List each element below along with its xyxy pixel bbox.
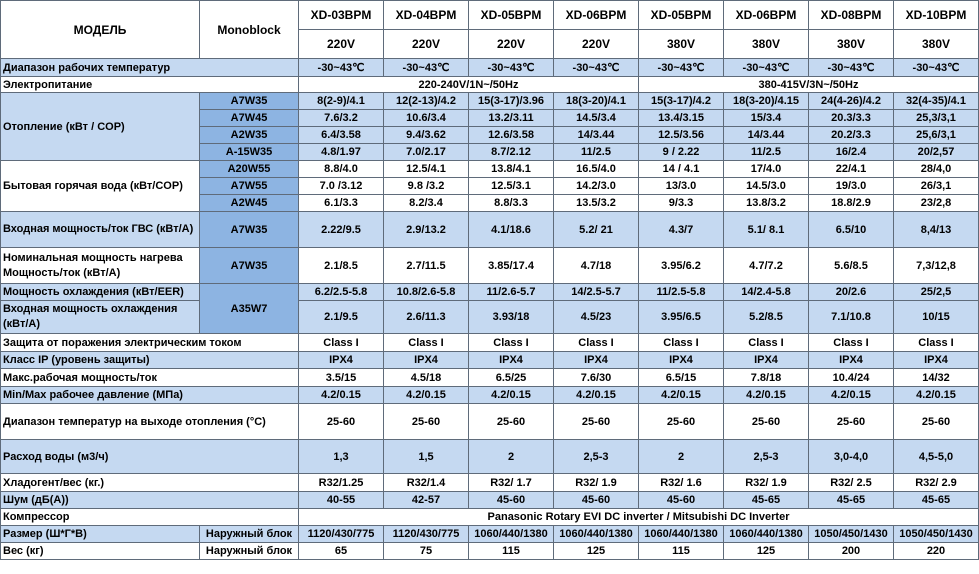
value-cell: 22/4.1 xyxy=(809,161,894,178)
value-cell: 10/15 xyxy=(894,301,979,334)
table-row xyxy=(1,474,979,492)
value-cell: 4.3/7 xyxy=(639,212,724,248)
table-row xyxy=(1,404,979,440)
value-cell: 13/3.0 xyxy=(639,178,724,195)
value-cell: 6.1/3.3 xyxy=(299,195,384,212)
value-cell: 2,5-3 xyxy=(724,440,809,474)
value-cell: 1060/440/1380 xyxy=(724,526,809,543)
voltage: 380V xyxy=(894,30,979,59)
value-cell: 4.2/0.15 xyxy=(299,387,384,404)
value-cell: 3.85/17.4 xyxy=(469,248,554,284)
value-cell: 1060/440/1380 xyxy=(469,526,554,543)
value-cell: 7.0 /3.12 xyxy=(299,178,384,195)
row-label: Макс.рабочая мощность/ток xyxy=(1,369,299,387)
value-cell: 4.2/0.15 xyxy=(384,387,469,404)
voltage: 220V xyxy=(469,30,554,59)
value-cell: IPX4 xyxy=(299,352,384,369)
value-cell: 45-60 xyxy=(469,492,554,509)
value-cell: R32/ 2.5 xyxy=(809,474,894,492)
value-cell: 13.2/3.11 xyxy=(469,110,554,127)
row-label: Вес (кг) xyxy=(1,543,200,560)
value-cell: 115 xyxy=(469,543,554,560)
value-cell: 12.5/3.56 xyxy=(639,127,724,144)
table-row xyxy=(1,369,979,387)
row-label: Диапазон температур на выходе отопления (°C) xyxy=(1,404,299,440)
value-cell: 45-65 xyxy=(894,492,979,509)
value-cell: 20.2/3.3 xyxy=(809,127,894,144)
value-cell: 7.6/3.2 xyxy=(299,110,384,127)
value-cell: 24(4-26)/4.2 xyxy=(809,93,894,110)
row-label: Отопление (кВт / COP) xyxy=(1,93,200,161)
value-cell: 25-60 xyxy=(384,404,469,440)
value-cell: 380-415V/3N~/50Hz xyxy=(639,77,979,93)
value-cell: 14/3.44 xyxy=(554,127,639,144)
table-row xyxy=(1,334,979,352)
value-cell: 28/4,0 xyxy=(894,161,979,178)
value-cell: 20.3/3.3 xyxy=(809,110,894,127)
value-cell: 4.2/0.15 xyxy=(639,387,724,404)
value-cell: -30~43℃ xyxy=(554,59,639,77)
value-cell: 12.6/3.58 xyxy=(469,127,554,144)
value-cell: 4.2/0.15 xyxy=(894,387,979,404)
value-cell: 10.8/2.6-5.8 xyxy=(384,284,469,301)
value-cell: 11/2.5-5.8 xyxy=(639,284,724,301)
value-cell: 25-60 xyxy=(554,404,639,440)
voltage: 220V xyxy=(299,30,384,59)
value-cell: R32/ 1.6 xyxy=(639,474,724,492)
value-cell: 1120/430/775 xyxy=(384,526,469,543)
condition-label: A2W45 xyxy=(200,195,299,212)
model-header: МОДЕЛЬ xyxy=(1,1,200,59)
value-cell: 4.5/18 xyxy=(384,369,469,387)
value-cell: 15/3.4 xyxy=(724,110,809,127)
table-row xyxy=(1,1,979,30)
condition-label: A35W7 xyxy=(200,284,299,334)
value-cell: -30~43℃ xyxy=(639,59,724,77)
voltage: 220V xyxy=(554,30,639,59)
value-cell: 10.6/3.4 xyxy=(384,110,469,127)
value-cell: 26/3,1 xyxy=(894,178,979,195)
condition-label: A7W35 xyxy=(200,93,299,110)
condition-label: A7W35 xyxy=(200,212,299,248)
value-cell: 13.5/3.2 xyxy=(554,195,639,212)
value-cell: 6.5/25 xyxy=(469,369,554,387)
value-cell: 25-60 xyxy=(809,404,894,440)
value-cell: 10.4/24 xyxy=(809,369,894,387)
value-cell: 5.2/8.5 xyxy=(724,301,809,334)
value-cell: R32/ 1.9 xyxy=(724,474,809,492)
table-row xyxy=(1,543,979,560)
value-cell: IPX4 xyxy=(639,352,724,369)
table-row xyxy=(1,301,979,334)
value-cell: 3.95/6.2 xyxy=(639,248,724,284)
table-row xyxy=(1,352,979,369)
table-row xyxy=(1,77,979,93)
row-label: Класс IP (уровень защиты) xyxy=(1,352,299,369)
model-name: XD-05BPM xyxy=(639,1,724,30)
value-cell: R32/ 1.7 xyxy=(469,474,554,492)
value-cell: 9/3.3 xyxy=(639,195,724,212)
value-cell: IPX4 xyxy=(469,352,554,369)
model-name: XD-03BPM xyxy=(299,1,384,30)
row-label: Размер (Ш*Г*В) xyxy=(1,526,200,543)
row-label: Компрессор xyxy=(1,509,299,526)
value-cell: 14.2/3.0 xyxy=(554,178,639,195)
value-cell: Panasonic Rotary EVI DC inverter / Mitsubishi DC Inverter xyxy=(299,509,979,526)
value-cell: 45-60 xyxy=(554,492,639,509)
value-cell: 4.2/0.15 xyxy=(809,387,894,404)
unit-label: Наружный блок xyxy=(200,543,299,560)
value-cell: Class I xyxy=(724,334,809,352)
value-cell: 20/2.6 xyxy=(809,284,894,301)
value-cell: 18(3-20)/4.15 xyxy=(724,93,809,110)
model-name: XD-06BPM xyxy=(724,1,809,30)
value-cell: -30~43℃ xyxy=(384,59,469,77)
value-cell: R32/1.4 xyxy=(384,474,469,492)
value-cell: 1,3 xyxy=(299,440,384,474)
value-cell: 3.5/15 xyxy=(299,369,384,387)
value-cell: 8.7/2.12 xyxy=(469,144,554,161)
value-cell: 25-60 xyxy=(469,404,554,440)
value-cell: 45-65 xyxy=(724,492,809,509)
row-label: Диапазон рабочих температур xyxy=(1,59,299,77)
value-cell: 6.5/15 xyxy=(639,369,724,387)
value-cell: 220 xyxy=(894,543,979,560)
value-cell: 7.0/2.17 xyxy=(384,144,469,161)
type-header: Monoblock xyxy=(200,1,299,59)
value-cell: 14/2.4-5.8 xyxy=(724,284,809,301)
value-cell: 18.8/2.9 xyxy=(809,195,894,212)
value-cell: 14.5/3.0 xyxy=(724,178,809,195)
value-cell: 23/2,8 xyxy=(894,195,979,212)
value-cell: Class I xyxy=(469,334,554,352)
condition-label: A7W55 xyxy=(200,178,299,195)
table-row xyxy=(1,93,979,110)
row-label: Расход воды (м3/ч) xyxy=(1,440,299,474)
row-label: Входная мощность охлаждения (кВт/А) xyxy=(1,301,200,334)
value-cell: IPX4 xyxy=(554,352,639,369)
value-cell: 14/2.5-5.7 xyxy=(554,284,639,301)
model-name: XD-08BPM xyxy=(809,1,894,30)
row-label: Входная мощность/ток ГВС (кВт/А) xyxy=(1,212,200,248)
value-cell: 4.7/7.2 xyxy=(724,248,809,284)
value-cell: 3.93/18 xyxy=(469,301,554,334)
value-cell: 7.8/18 xyxy=(724,369,809,387)
value-cell: 4.8/1.97 xyxy=(299,144,384,161)
value-cell: -30~43℃ xyxy=(724,59,809,77)
condition-label: A7W35 xyxy=(200,248,299,284)
value-cell: 12.5/3.1 xyxy=(469,178,554,195)
value-cell: IPX4 xyxy=(894,352,979,369)
value-cell: 19/3.0 xyxy=(809,178,894,195)
value-cell: 13.8/3.2 xyxy=(724,195,809,212)
voltage: 380V xyxy=(724,30,809,59)
voltage: 380V xyxy=(639,30,724,59)
table-row xyxy=(1,59,979,77)
value-cell: 25-60 xyxy=(639,404,724,440)
value-cell: 9.4/3.62 xyxy=(384,127,469,144)
value-cell: 2.9/13.2 xyxy=(384,212,469,248)
value-cell: 25-60 xyxy=(299,404,384,440)
value-cell: 2.1/8.5 xyxy=(299,248,384,284)
value-cell: 12(2-13)/4.2 xyxy=(384,93,469,110)
value-cell: 45-60 xyxy=(639,492,724,509)
value-cell: 125 xyxy=(724,543,809,560)
value-cell: 1050/450/1430 xyxy=(809,526,894,543)
model-name: XD-10BPM xyxy=(894,1,979,30)
value-cell: 8(2-9)/4.1 xyxy=(299,93,384,110)
table-row xyxy=(1,212,979,248)
table-row xyxy=(1,248,979,284)
value-cell: 18(3-20)/4.1 xyxy=(554,93,639,110)
row-label: Бытовая горячая вода (кВт/COP) xyxy=(1,161,200,212)
value-cell: 2.6/11.3 xyxy=(384,301,469,334)
value-cell: 3.95/6.5 xyxy=(639,301,724,334)
value-cell: Class I xyxy=(809,334,894,352)
value-cell: 115 xyxy=(639,543,724,560)
value-cell: 4.1/18.6 xyxy=(469,212,554,248)
table-row xyxy=(1,492,979,509)
value-cell: Class I xyxy=(299,334,384,352)
value-cell: 5.2/ 21 xyxy=(554,212,639,248)
value-cell: 4.2/0.15 xyxy=(469,387,554,404)
value-cell: 25/2,5 xyxy=(894,284,979,301)
value-cell: 4.2/0.15 xyxy=(554,387,639,404)
value-cell: -30~43℃ xyxy=(809,59,894,77)
voltage: 220V xyxy=(384,30,469,59)
unit-label: Наружный блок xyxy=(200,526,299,543)
value-cell: Class I xyxy=(639,334,724,352)
value-cell: 17/4.0 xyxy=(724,161,809,178)
value-cell: Class I xyxy=(384,334,469,352)
value-cell: 9 / 2.22 xyxy=(639,144,724,161)
value-cell: 8.2/3.4 xyxy=(384,195,469,212)
value-cell: 8.8/4.0 xyxy=(299,161,384,178)
row-label: Электропитание xyxy=(1,77,299,93)
value-cell: 7,3/12,8 xyxy=(894,248,979,284)
value-cell: 1060/440/1380 xyxy=(554,526,639,543)
value-cell: 7.1/10.8 xyxy=(809,301,894,334)
value-cell: 15(3-17)/4.2 xyxy=(639,93,724,110)
value-cell: 2.7/11.5 xyxy=(384,248,469,284)
voltage: 380V xyxy=(809,30,894,59)
value-cell: 14/3.44 xyxy=(724,127,809,144)
value-cell: 4.5/23 xyxy=(554,301,639,334)
model-name: XD-04BPM xyxy=(384,1,469,30)
value-cell: -30~43℃ xyxy=(894,59,979,77)
value-cell: 220-240V/1N~/50Hz xyxy=(299,77,639,93)
value-cell: IPX4 xyxy=(809,352,894,369)
value-cell: IPX4 xyxy=(724,352,809,369)
value-cell: 8.8/3.3 xyxy=(469,195,554,212)
value-cell: 25-60 xyxy=(894,404,979,440)
value-cell: 14 / 4.1 xyxy=(639,161,724,178)
value-cell: 4,5-5,0 xyxy=(894,440,979,474)
table-row xyxy=(1,284,979,301)
value-cell: 16/2.4 xyxy=(809,144,894,161)
table-row xyxy=(1,161,979,178)
value-cell: 6.4/3.58 xyxy=(299,127,384,144)
model-name: XD-05BPM xyxy=(469,1,554,30)
value-cell: R32/ 2.9 xyxy=(894,474,979,492)
value-cell: 1060/440/1380 xyxy=(639,526,724,543)
value-cell: 42-57 xyxy=(384,492,469,509)
value-cell: IPX4 xyxy=(384,352,469,369)
value-cell: 25,3/3,1 xyxy=(894,110,979,127)
value-cell: 13.8/4.1 xyxy=(469,161,554,178)
condition-label: A7W45 xyxy=(200,110,299,127)
value-cell: -30~43℃ xyxy=(299,59,384,77)
value-cell: 12.5/4.1 xyxy=(384,161,469,178)
value-cell: 13.4/3.15 xyxy=(639,110,724,127)
value-cell: 20/2,57 xyxy=(894,144,979,161)
value-cell: Class I xyxy=(554,334,639,352)
value-cell: 11/2.5 xyxy=(554,144,639,161)
value-cell: 25-60 xyxy=(724,404,809,440)
value-cell: 5.1/ 8.1 xyxy=(724,212,809,248)
value-cell: 14.5/3.4 xyxy=(554,110,639,127)
row-label: Защита от поражения электрическим током xyxy=(1,334,299,352)
table-row xyxy=(1,387,979,404)
value-cell: Class I xyxy=(894,334,979,352)
condition-label: A2W35 xyxy=(200,127,299,144)
condition-label: A-15W35 xyxy=(200,144,299,161)
value-cell: 2.22/9.5 xyxy=(299,212,384,248)
value-cell: 1,5 xyxy=(384,440,469,474)
value-cell: 16.5/4.0 xyxy=(554,161,639,178)
table-row xyxy=(1,440,979,474)
model-name: XD-06BPM xyxy=(554,1,639,30)
value-cell: 7.6/30 xyxy=(554,369,639,387)
value-cell: -30~43℃ xyxy=(469,59,554,77)
value-cell: 2.1/9.5 xyxy=(299,301,384,334)
value-cell: 6.5/10 xyxy=(809,212,894,248)
value-cell: 2 xyxy=(469,440,554,474)
value-cell: 2 xyxy=(639,440,724,474)
value-cell: 200 xyxy=(809,543,894,560)
row-label: Шум (дБ(А)) xyxy=(1,492,299,509)
value-cell: 75 xyxy=(384,543,469,560)
value-cell: R32/1.25 xyxy=(299,474,384,492)
value-cell: 1120/430/775 xyxy=(299,526,384,543)
value-cell: 14/32 xyxy=(894,369,979,387)
value-cell: 15(3-17)/3.96 xyxy=(469,93,554,110)
row-label: Мощность охлаждения (кВт/EER) xyxy=(1,284,200,301)
value-cell: 32(4-35)/4.1 xyxy=(894,93,979,110)
value-cell: 9.8 /3.2 xyxy=(384,178,469,195)
table-row xyxy=(1,509,979,526)
value-cell: 2,5-3 xyxy=(554,440,639,474)
value-cell: 25,6/3,1 xyxy=(894,127,979,144)
value-cell: 11/2.5 xyxy=(724,144,809,161)
table-row xyxy=(1,526,979,543)
value-cell: 4.2/0.15 xyxy=(724,387,809,404)
value-cell: 6.2/2.5-5.8 xyxy=(299,284,384,301)
value-cell: R32/ 1.9 xyxy=(554,474,639,492)
value-cell: 11/2.6-5.7 xyxy=(469,284,554,301)
value-cell: 65 xyxy=(299,543,384,560)
condition-label: A20W55 xyxy=(200,161,299,178)
row-label: Хладогент/вес (кг.) xyxy=(1,474,299,492)
value-cell: 8,4/13 xyxy=(894,212,979,248)
value-cell: 45-65 xyxy=(809,492,894,509)
value-cell: 3,0-4,0 xyxy=(809,440,894,474)
value-cell: 5.6/8.5 xyxy=(809,248,894,284)
value-cell: 4.7/18 xyxy=(554,248,639,284)
value-cell: 40-55 xyxy=(299,492,384,509)
row-label: Min/Max рабочее давление (МПа) xyxy=(1,387,299,404)
value-cell: 1050/450/1430 xyxy=(894,526,979,543)
row-label: Номинальная мощность нагрева Мощность/ток (кВт/А) xyxy=(1,248,200,284)
value-cell: 125 xyxy=(554,543,639,560)
